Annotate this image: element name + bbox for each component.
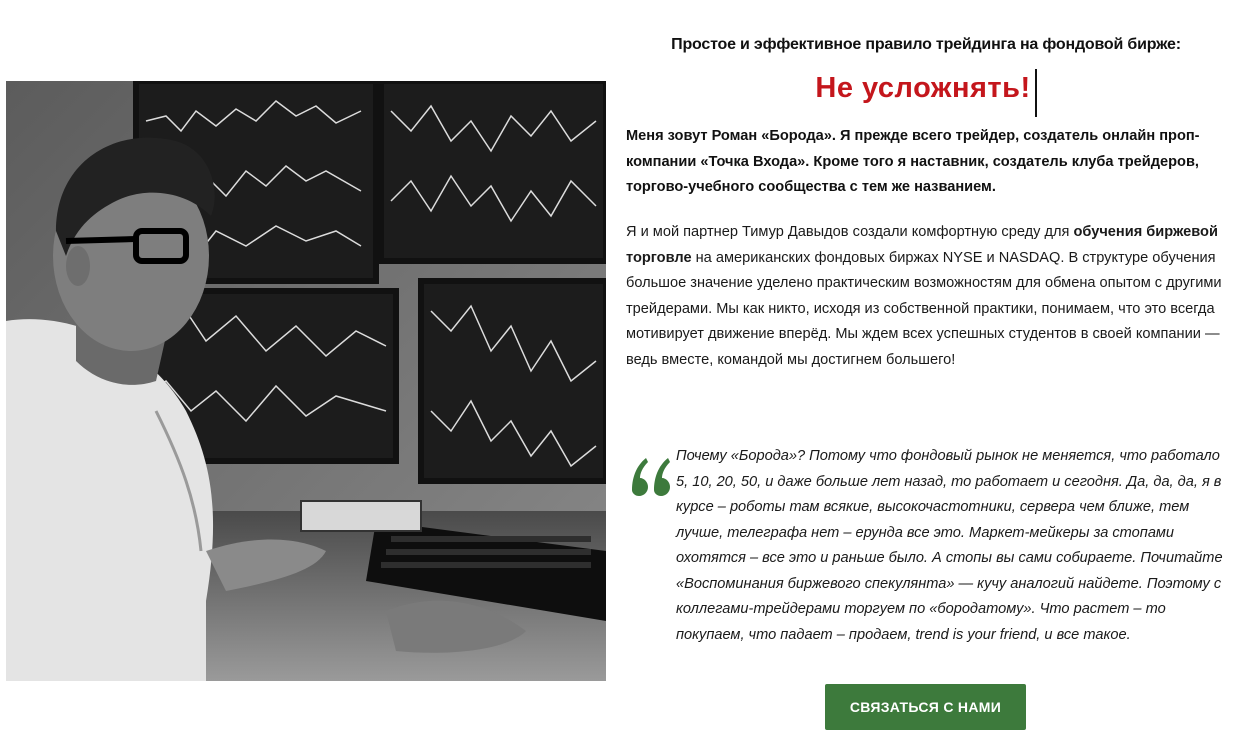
quote-text: Почему «Борода»? Потому что фондовый рынок не меняется, что работало 5, 10, 20, 50, и даже больше лет назад, то работает и сегодня. Да, да, да, я в курсе – роботы там всякие, высокочастотники, сервера чем ближе, тем лучше, телеграфа нет – ерунда все это. Маркет-мейкеры за стопами охотятся – все это и раньше было. А стопы вы сами собираете. Почитайте «Воспоминания биржевого спекулянта» — кучу аналогий найдете. Поэтому с коллегами-трейдерами торгуем по «бородатому». Что растет – то покупаем, что падает – продаем, trend is your friend, и все такое. [676, 448, 1223, 643]
trader-photo [6, 81, 606, 681]
slogan: Не усложнять! [815, 72, 1031, 104]
slogan-wrap [626, 66, 1226, 117]
intro-paragraph: Меня зовут Роман «Борода». Я прежде всего трейдер, создатель онлайн проп-компании «Точка Входа». Кроме того я наставник, создатель клуба трейдеров, торгово-учебного сообщества с тем же названием. [626, 128, 1200, 195]
contact-us-button[interactable]: СВЯЗАТЬСЯ С НАМИ [825, 684, 1026, 730]
body-text-part2: на американских фондовых биржах NYSE и NASDAQ. В структуре обучения большое значение уделено практическим возможностям для обмена опытом с другими трейдерами. Мы как никто, исходя из собственной практики, понимаем, что это всегда мотивирует движение вперёд. Мы ждем всех успешных студентов в своей компании — ведь вместе, командой мы достигнем большего! [626, 249, 1222, 368]
quote-mark-icon [628, 444, 674, 504]
trader-at-monitors-photo-icon [6, 81, 606, 681]
body-text-part1: Я и мой партнер Тимур Давыдов создали комфортную среду для [626, 224, 1074, 240]
text-cursor [1035, 69, 1037, 117]
body-text-bold: обучения биржевой торговле [626, 224, 1218, 266]
body-paragraph [626, 220, 1226, 373]
section-headline: Простое и эффективное правило трейдинга на фондовой бирже: [671, 36, 1181, 53]
